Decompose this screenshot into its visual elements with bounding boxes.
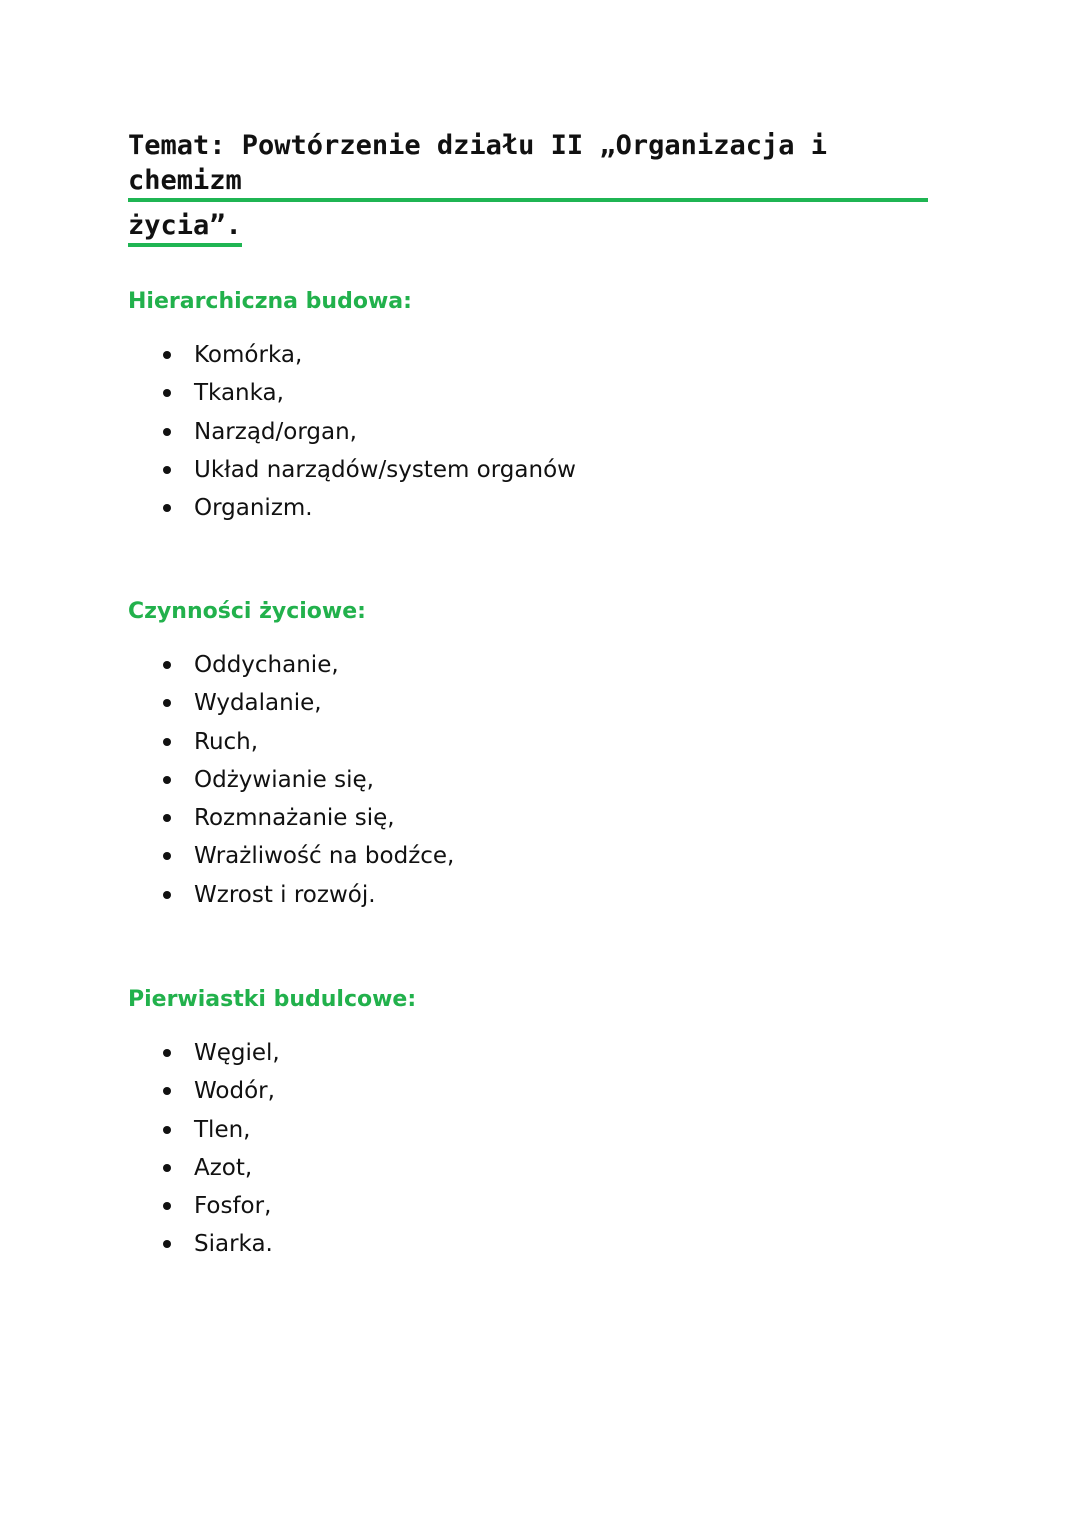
bullet-icon bbox=[163, 738, 171, 746]
section-list-hierarchiczna-budowa bbox=[160, 336, 576, 527]
section-list-czynnosci-zyciowe bbox=[160, 646, 454, 914]
bullet-icon bbox=[163, 466, 171, 474]
title-line-2: życia”. bbox=[128, 208, 242, 247]
list-item: Komórka, bbox=[160, 336, 576, 374]
section-heading-czynnosci-zyciowe: Czynności życiowe: bbox=[128, 599, 366, 624]
bullet-icon bbox=[163, 661, 171, 669]
list-item: Wzrost i rozwój. bbox=[160, 876, 454, 914]
bullet-icon bbox=[163, 891, 171, 899]
bullet-icon bbox=[163, 389, 171, 397]
list-item: Odżywianie się, bbox=[160, 761, 454, 799]
bullet-icon bbox=[163, 1087, 171, 1095]
bullet-icon bbox=[163, 351, 171, 359]
bullet-icon bbox=[163, 1240, 171, 1248]
list-item: Azot, bbox=[160, 1149, 280, 1187]
bullet-icon bbox=[163, 1126, 171, 1134]
list-item: Fosfor, bbox=[160, 1187, 280, 1225]
bullet-icon bbox=[163, 1202, 171, 1210]
bullet-icon bbox=[163, 776, 171, 784]
title-line-1: Temat: Powtórzenie działu II „Organizacja i chemizm bbox=[128, 128, 928, 202]
bullet-icon bbox=[163, 699, 171, 707]
list-item: Wodór, bbox=[160, 1072, 280, 1110]
list-item: Wrażliwość na bodźce, bbox=[160, 837, 454, 875]
list-item: Oddychanie, bbox=[160, 646, 454, 684]
section-heading-pierwiastki-budulcowe: Pierwiastki budulcowe: bbox=[128, 987, 417, 1012]
list-item: Narząd/organ, bbox=[160, 413, 576, 451]
bullet-icon bbox=[163, 1049, 171, 1057]
list-item: Rozmnażanie się, bbox=[160, 799, 454, 837]
bullet-icon bbox=[163, 852, 171, 860]
bullet-icon bbox=[163, 814, 171, 822]
list-item: Tlen, bbox=[160, 1111, 280, 1149]
list-item: Wydalanie, bbox=[160, 684, 454, 722]
bullet-icon bbox=[163, 1164, 171, 1172]
list-item: Siarka. bbox=[160, 1225, 280, 1263]
list-item: Ruch, bbox=[160, 723, 454, 761]
section-list-pierwiastki-budulcowe bbox=[160, 1034, 280, 1264]
bullet-icon bbox=[163, 504, 171, 512]
bullet-icon bbox=[163, 428, 171, 436]
page-title bbox=[128, 128, 928, 248]
list-item: Węgiel, bbox=[160, 1034, 280, 1072]
list-item: Organizm. bbox=[160, 489, 576, 527]
list-item: Tkanka, bbox=[160, 374, 576, 412]
list-item: Układ narządów/system organów bbox=[160, 451, 576, 489]
section-heading-hierarchiczna-budowa: Hierarchiczna budowa: bbox=[128, 289, 412, 314]
